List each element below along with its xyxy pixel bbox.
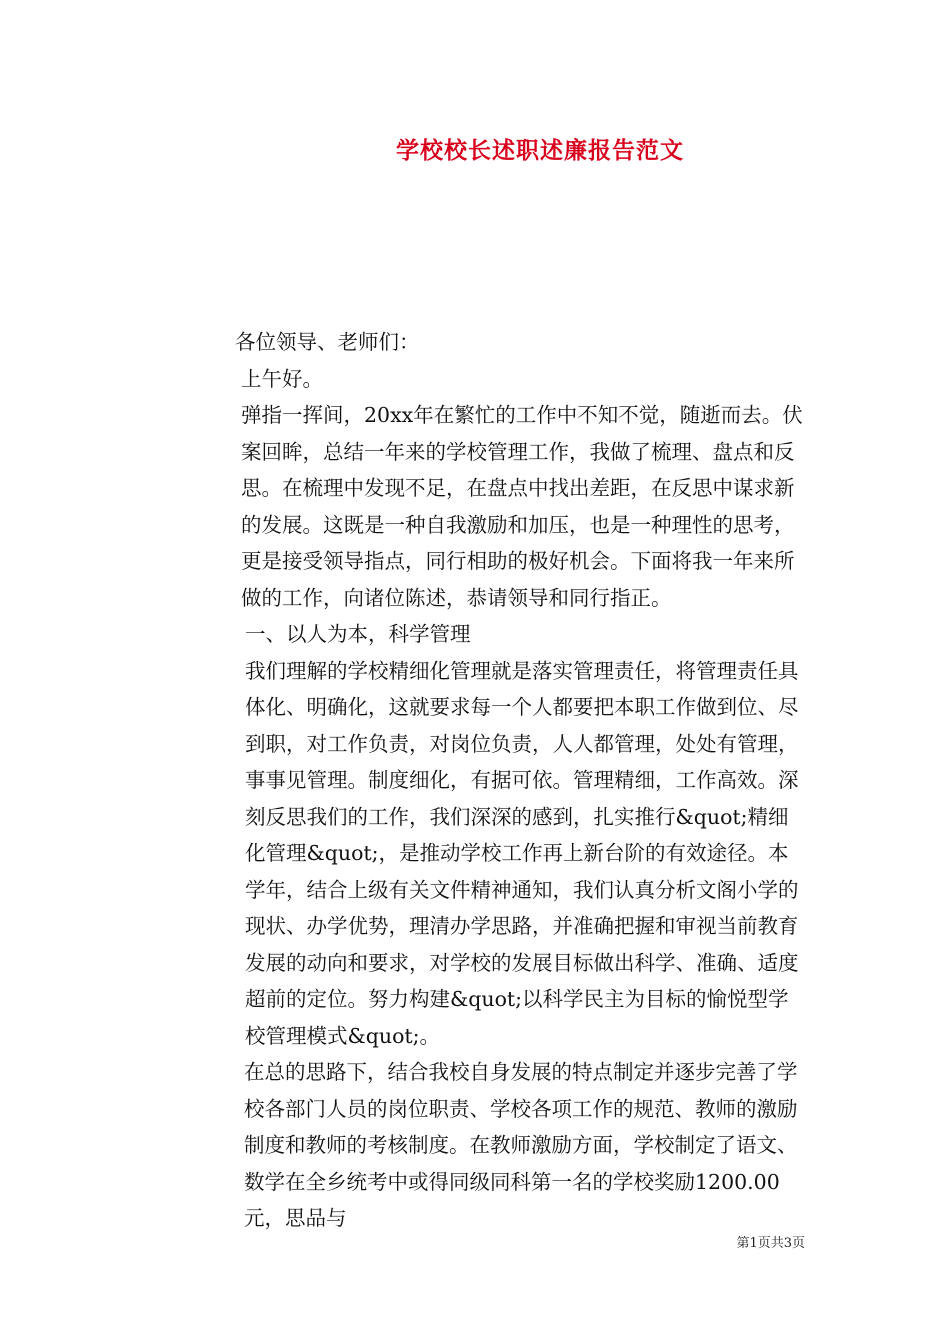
section-heading: 一、以人为本，科学管理: [245, 622, 471, 646]
paragraph-incentives: 在总的思路下，结合我校自身发展的特点制定并逐步完善了学校各部门人员的岗位职责、学校各项工作的规范、教师的激励制度和教师的考核制度。在教师激励方面，学校制定了语文、数学在全乡统考中或得同级同科第一名的学校奖励1200.00元，思品与: [244, 1060, 798, 1230]
salutation: 各位领导、老师们：: [235, 330, 420, 354]
page-number: 第1页共3页: [736, 1236, 805, 1251]
paragraph-management: 我们理解的学校精细化管理就是落实管理责任，将管理责任具体化、明确化，这就要求每一个人都要把本职工作做到位、尽到职，对工作负责，对岗位负责，人人都管理，处处有管理，事事见管理。制度细化，有据可依。管理精细，工作高效。深刻反思我们的工作，我们深深的感到，扎实推行&quot;精细化管理&quot;，是推动学校工作再上新台阶的有效途径。本学年，结合上级有关文件精神通知，我们认真分析文阁小学的现状、办学优势，理清办学思路，并准确把握和审视当前教育发展的动向和要求，对学校的发展目标做出科学、准确、适度超前的定位。努力构建&quot;以科学民主为目标的愉悦型学校管理模式&quot;。: [245, 658, 799, 1048]
greeting: 上午好。: [241, 366, 323, 391]
paragraph-intro: 弹指一挥间，20xx年在繁忙的工作中不知不觉，随逝而去。伏案回眸，总结一年来的学校管理工作，我做了梳理、盘点和反思。在梳理中发现不足，在盘点中找出差距，在反思中谋求新的发展。这既是一种自我激励和加压，也是一种理性的思考，更是接受领导指点，同行相助的极好机会。下面将我一年来所做的工作，向诸位陈述，恭请领导和同行指正。: [241, 403, 803, 610]
document-body: [146, 324, 808, 1237]
document-title: 学校校长述职述廉报告范文: [396, 137, 684, 164]
